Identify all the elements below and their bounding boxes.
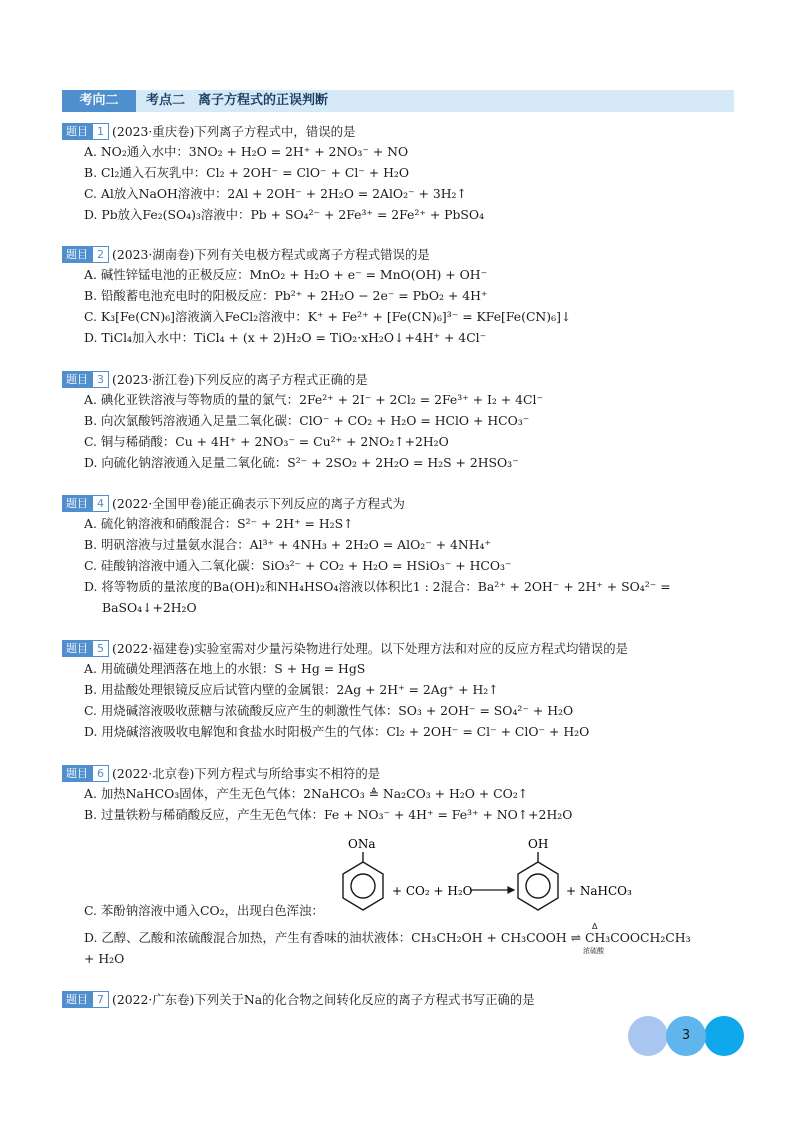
option-a: A. NO₂通入水中：3NO₂ + H₂O = 2H⁺ + 2NO₃⁻ + NO bbox=[84, 144, 409, 159]
option-c: C. 用烧碱溶液吸收蔗糖与浓硫酸反应产生的刺激性气体：SO₃ + 2OH⁻ = SO₄²⁻ + H₂O bbox=[84, 703, 574, 718]
option-d: D. 用烧碱溶液吸收电解饱和食盐水时阳极产生的气体：Cl₂ + 2OH⁻ = Cl⁻ + ClO⁻ + H₂O bbox=[84, 724, 590, 739]
question-4 bbox=[62, 492, 742, 618]
reaction-condition-catalyst: 浓硫酸 bbox=[583, 947, 604, 955]
option-a: A. 硫化钠溶液和硝酸混合：S²⁻ + 2H⁺ = H₂S↑ bbox=[84, 516, 354, 531]
option-d: D. 将等物质的量浓度的Ba(OH)₂和NH₄HSO₄溶液以体积比1 : 2混合：Ba²⁺ + 2OH⁻ + 2H⁺ + SO₄²⁻ = bbox=[84, 579, 671, 594]
question-stem: (2023·重庆卷)下列离子方程式中，错误的是 bbox=[112, 124, 356, 139]
question-3 bbox=[62, 368, 742, 473]
option-c: C. 铜与稀硝酸：Cu + 4H⁺ + 2NO₃⁻ = Cu²⁺ + 2NO₂↑+2H₂O bbox=[84, 434, 449, 449]
option-a: A. 碘化亚铁溶液与等物质的量的氯气：2Fe²⁺ + 2I⁻ + 2Cl₂ = 2Fe³⁺ + I₂ + 4Cl⁻ bbox=[84, 392, 543, 407]
decor-circle bbox=[628, 1016, 668, 1056]
option-a: A. 碱性锌锰电池的正极反应：MnO₂ + H₂O + e⁻ = MnO(OH) + OH⁻ bbox=[84, 267, 488, 282]
question-5 bbox=[62, 637, 742, 742]
decor-circle bbox=[704, 1016, 744, 1056]
option-d: D. Pb放入Fe₂(SO₄)₃溶液中：Pb + SO₄²⁻ + 2Fe³⁺ = 2Fe²⁺ + PbSO₄ bbox=[84, 207, 485, 222]
benzene-ring-left bbox=[343, 852, 383, 910]
option-d-continued: BaSO₄↓+2H₂O bbox=[102, 600, 197, 615]
question-stem: (2022·全国甲卷)能正确表示下列反应的离子方程式为 bbox=[112, 496, 405, 511]
phenol-reaction-diagram bbox=[330, 832, 650, 922]
option-c: C. 硅酸钠溶液中通入二氧化碳：SiO₃²⁻ + CO₂ + H₂O = HSiO₃⁻ + HCO₃⁻ bbox=[84, 558, 512, 573]
section-header bbox=[62, 90, 734, 112]
product: + NaHCO₃ bbox=[566, 884, 632, 898]
question-6 bbox=[62, 762, 742, 825]
option-d: D. 乙醇、乙酸和浓硫酸混合加热，产生有香味的油状液体：CH₃CH₂OH + CH₃COOH ⇌ CH₃COOCH₂CH₃ bbox=[84, 930, 691, 945]
question-badge: 题目 1 bbox=[62, 123, 109, 140]
option-b: B. Cl₂通入石灰乳中：Cl₂ + 2OH⁻ = ClO⁻ + Cl⁻ + H₂O bbox=[84, 165, 410, 180]
option-c: C. 苯酚钠溶液中通入CO₂，出现白色浑浊： bbox=[84, 903, 324, 918]
page-number-badge bbox=[628, 1016, 744, 1056]
question-stem: (2022·北京卷)下列方程式与所给事实不相符的是 bbox=[112, 766, 381, 781]
question-1 bbox=[62, 120, 742, 225]
question-7 bbox=[62, 988, 742, 1009]
option-d-block bbox=[62, 927, 742, 969]
option-b: B. 明矾溶液与过量氨水混合：Al³⁺ + 4NH₃ + 2H₂O = AlO₂⁻ + 4NH₄⁺ bbox=[84, 537, 492, 552]
section-tag: 考向二 bbox=[62, 90, 136, 112]
option-b: B. 过量铁粉与稀硝酸反应，产生无色气体：Fe + NO₃⁻ + 4H⁺ = Fe³⁺ + NO↑+2H₂O bbox=[84, 807, 573, 822]
question-badge: 题目 5 bbox=[62, 640, 109, 657]
reagents: + CO₂ + H₂O bbox=[392, 884, 473, 898]
page-number: 3 bbox=[681, 1028, 691, 1043]
question-stem: (2023·湖南卷)下列有关电极方程式或离子方程式错误的是 bbox=[112, 247, 430, 262]
question-badge: 题目 3 bbox=[62, 371, 109, 388]
option-d: D. 向硫化钠溶液通入足量二氧化硫：S²⁻ + 2SO₂ + 2H₂O = H₂S + 2HSO₃⁻ bbox=[84, 455, 519, 470]
question-badge: 题目 7 bbox=[62, 991, 109, 1008]
benzene-ring-right bbox=[518, 852, 558, 910]
question-badge: 题目 2 bbox=[62, 246, 109, 263]
option-c: C. Al放入NaOH溶液中：2Al + 2OH⁻ + 2H₂O = 2AlO₂⁻ + 3H₂↑ bbox=[84, 186, 467, 201]
question-stem: (2022·广东卷)下列关于Na的化合物之间转化反应的离子方程式书写正确的是 bbox=[112, 992, 535, 1007]
reaction-arrow bbox=[470, 887, 514, 893]
option-d: D. TiCl₄加入水中：TiCl₄ + (x + 2)H₂O = TiO₂·xH₂O↓+4H⁺ + 4Cl⁻ bbox=[84, 330, 487, 345]
option-a: A. 加热NaHCO₃固体，产生无色气体：2NaHCO₃ ≜ Na₂CO₃ + H₂O + CO₂↑ bbox=[84, 786, 529, 801]
question-badge: 题目 4 bbox=[62, 495, 109, 512]
option-c: C. K₃[Fe(CN)₆]溶液滴入FeCl₂溶液中：K⁺ + Fe²⁺ + [Fe(CN)₆]³⁻ = KFe[Fe(CN)₆]↓ bbox=[84, 309, 572, 324]
option-b: B. 向次氯酸钙溶液通入足量二氧化碳：ClO⁻ + CO₂ + H₂O = HClO + HCO₃⁻ bbox=[84, 413, 530, 428]
reaction-condition-heat: Δ bbox=[592, 922, 598, 931]
section-title: 考点二 离子方程式的正误判断 bbox=[146, 93, 329, 108]
option-b: B. 用盐酸处理银镜反应后试管内壁的金属银：2Ag + 2H⁺ = 2Ag⁺ + H₂↑ bbox=[84, 682, 499, 697]
question-2 bbox=[62, 243, 742, 348]
right-substituent: OH bbox=[528, 837, 549, 851]
left-substituent: ONa bbox=[348, 837, 376, 851]
question-stem: (2022·福建卷)实验室需对少量污染物进行处理。以下处理方法和对应的反应方程式均错误的是 bbox=[112, 641, 628, 656]
option-a: A. 用硫磺处理洒落在地上的水银：S + Hg = HgS bbox=[84, 661, 366, 676]
question-stem: (2023·浙江卷)下列反应的离子方程式正确的是 bbox=[112, 372, 368, 387]
question-badge: 题目 6 bbox=[62, 765, 109, 782]
option-b: B. 铅酸蓄电池充电时的阳极反应：Pb²⁺ + 2H₂O − 2e⁻ = PbO₂ + 4H⁺ bbox=[84, 288, 488, 303]
option-d-continued: + H₂O bbox=[84, 951, 125, 966]
